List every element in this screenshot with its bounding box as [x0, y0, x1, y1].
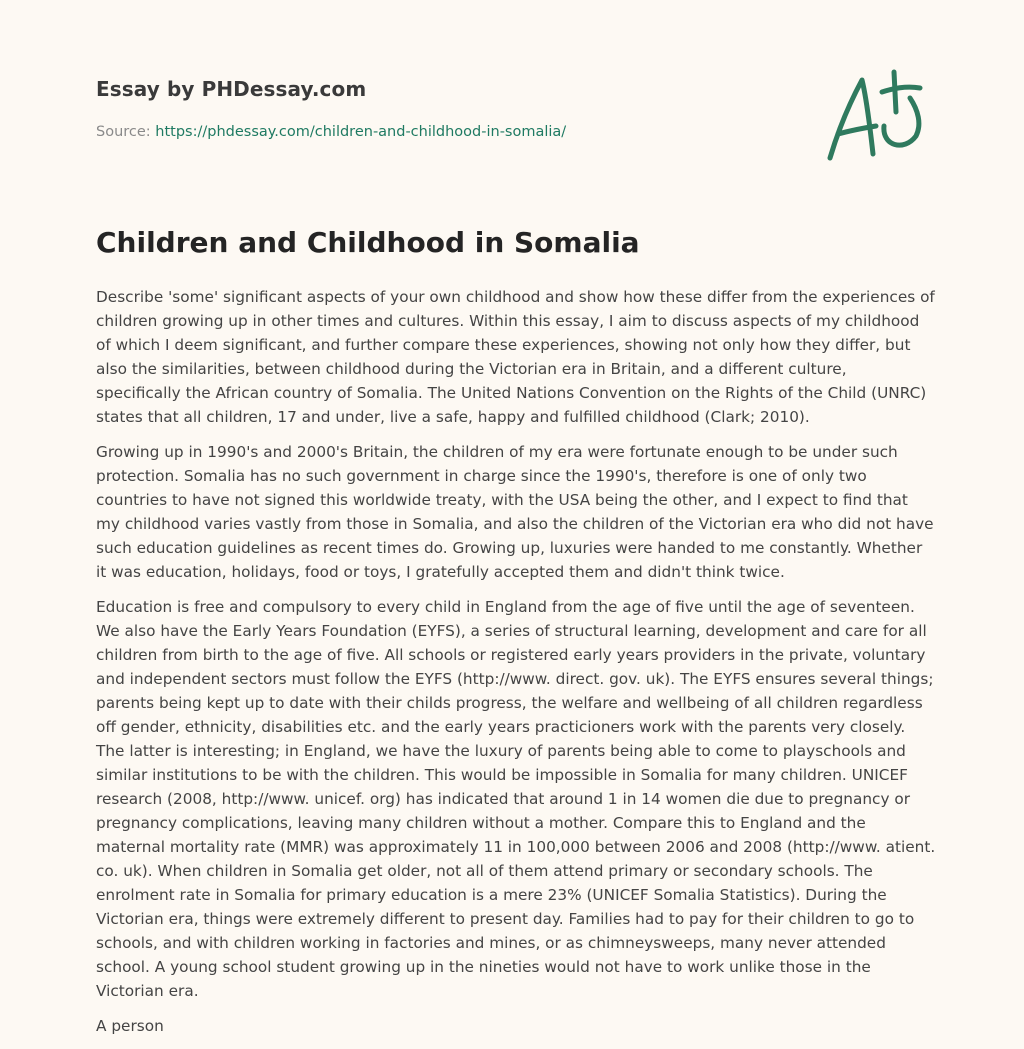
site-brand: Essay by PHDessay.com: [96, 77, 367, 101]
essay-body: [96, 285, 936, 1049]
essay-paragraph-1: Describe 'some' significant aspects of your own childhood and show how these differ from the experiences of children growing up in other times and cultures. Within this essay, I aim to discuss aspects of my childhood of which I deem significant, and further compare these experiences, showing not only how they differ, but also the similarities, between childhood during the Victorian era in Britain, and a different culture, specifically the African country of Somalia. The United Nations Convention on the Rights of the Child (UNRC) states that all children, 17 and under, live a safe, happy and fulfilled childhood (Clark; 2010).: [96, 288, 935, 426]
source-label: Source:: [96, 124, 151, 140]
essay-title: Children and Childhood in Somalia: [96, 226, 640, 259]
source-link[interactable]: https://phdessay.com/children-and-childhood-in-somalia/: [155, 124, 567, 140]
a-plus-logo-icon: [820, 66, 930, 166]
essay-paragraph-2: Growing up in 1990's and 2000's Britain, the children of my era were fortunate enough to be under such protection. Somalia has no such government in charge since the 1990's, therefore is one of only two countries to have not signed this worldwide treaty, with the USA being the other, and I expect to find that my childhood varies vastly from those in Somalia, and also the children of the Victorian era who did not have such education guidelines as recent times do. Growing up, luxuries were handed to me constantly. Whether it was education, holidays, food or toys, I gratefully accepted them and didn't think twice.: [96, 443, 934, 581]
essay-paragraph-4: A person: [96, 1017, 164, 1035]
source-line: [96, 124, 566, 140]
essay-paragraph-3: Education is free and compulsory to every child in England from the age of five until the age of seventeen. We also have the Early Years Foundation (EYFS), a series of structural learning, development and care for all children from birth to the age of five. All schools or registered early years providers in the private, voluntary and independent sectors must follow the EYFS (http://www. direct. gov. uk). The EYFS ensures several things; parents being kept up to date with their childs progress, the welfare and wellbeing of all children regardless off gender, ethnicity, disabilities etc. and the early years practicioners work with the parents very closely. The latter is interesting; in England, we have the luxury of parents being able to come to playschools and similar institutions to be with the children. This would be impossible in Somalia for many children. UNICEF research (2008, http://www. unicef. org) has indicated that around 1 in 14 women die due to pregnancy or pregnancy complications, leaving many children without a mother. Compare this to England and the maternal mortality rate (MMR) was approximately 11 in 100,000 between 2006 and 2008 (http://www. atient. co. uk). When children in Somalia get older, not all of them attend primary or secondary schools. The enrolment rate in Somalia for primary education is a mere 23% (UNICEF Somalia Statistics). During the Victorian era, things were extremely different to present day. Families had to pay for their children to go to schools, and with children working in factories and mines, or as chimneysweeps, many never attended school. A young school student growing up in the nineties would not have to work unlike those in the Victorian era.: [96, 598, 936, 1000]
